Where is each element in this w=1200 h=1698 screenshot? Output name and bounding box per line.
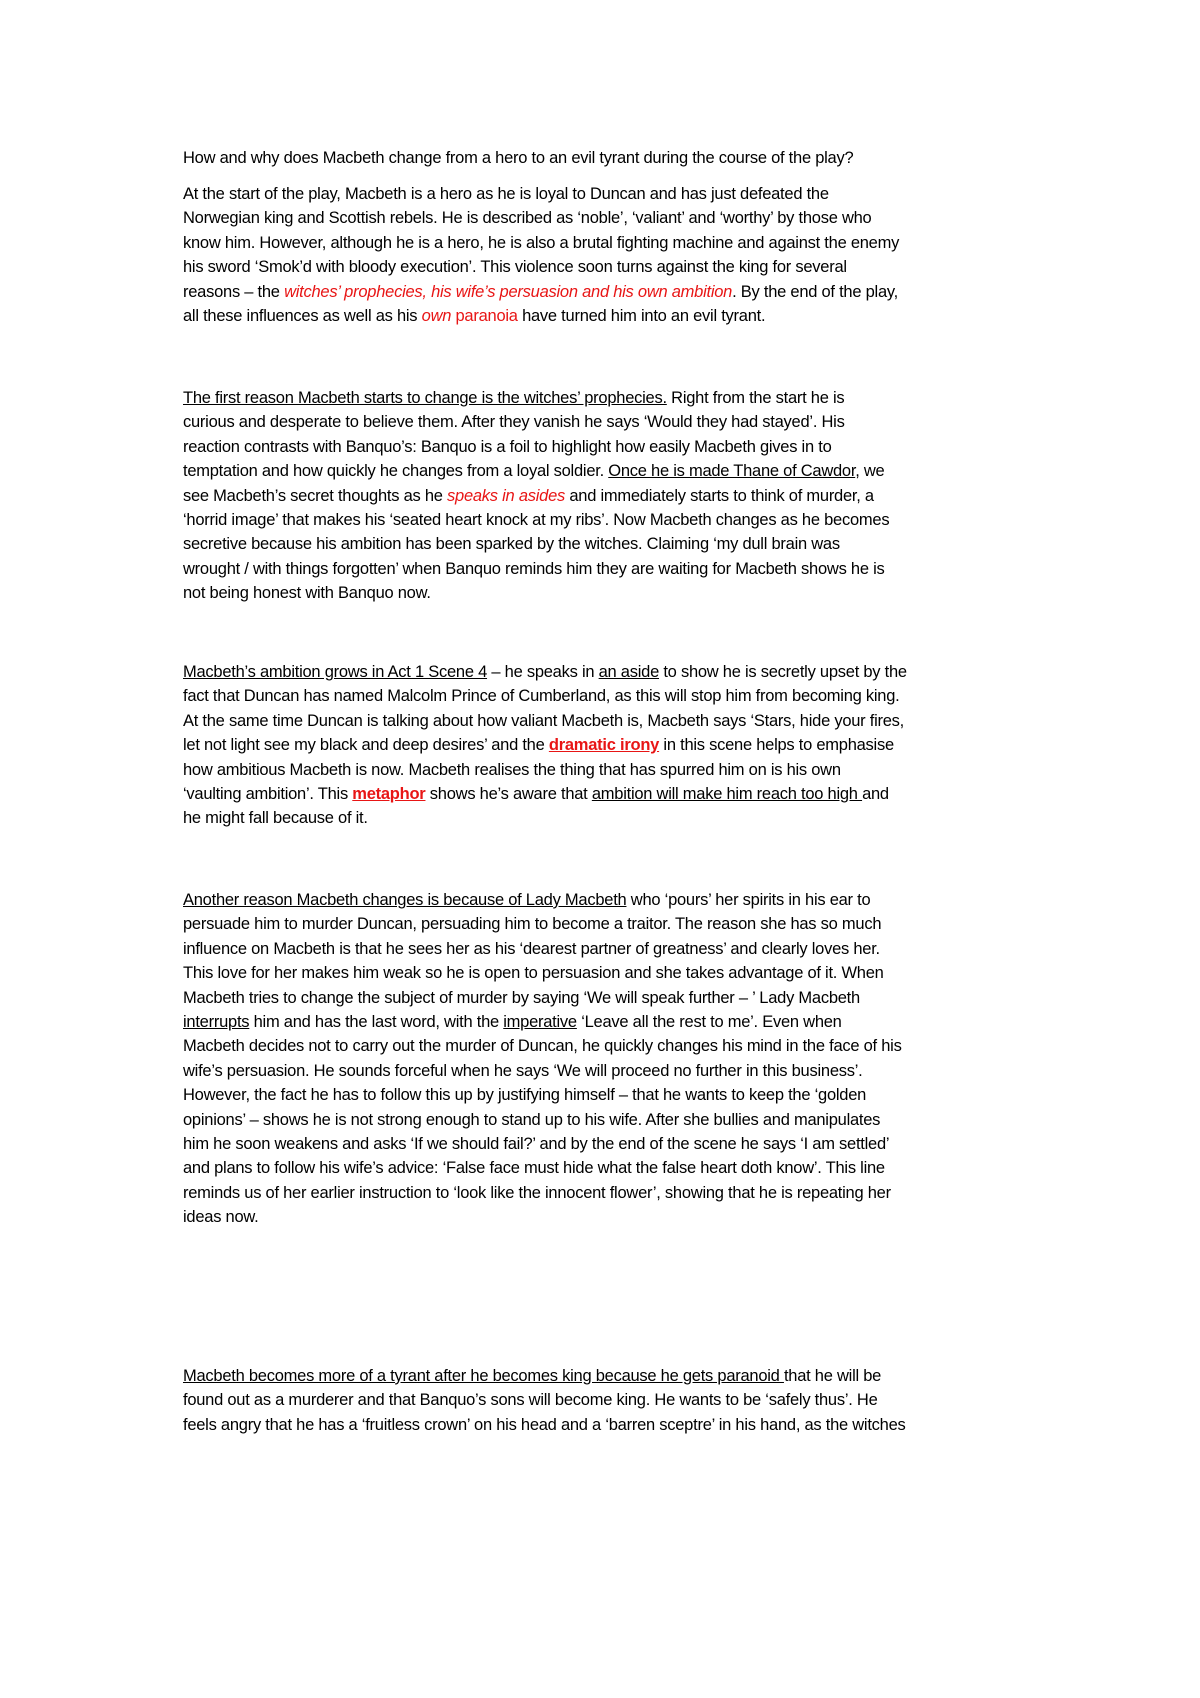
text-line xyxy=(183,182,1031,206)
text-line xyxy=(183,459,1031,483)
body-text: and plans to follow his wife’s advice: ‘False face must hide what the false heart doth know’. This line xyxy=(183,1159,885,1178)
body-text: reasons – the xyxy=(183,282,285,301)
emphasis-text: dramatic irony xyxy=(548,736,660,755)
body-text: see Macbeth’s secret thoughts as he xyxy=(183,486,448,505)
essay-question xyxy=(183,146,1031,170)
body-text: ‘horrid image’ that makes his ‘seated heart knock at my ribs’. Now Macbeth changes as he becomes xyxy=(183,511,890,530)
text-line xyxy=(183,1364,1031,1388)
text-line xyxy=(183,484,1031,508)
emphasis-text: metaphor xyxy=(352,785,426,804)
body-text: to show he is secretly upset by the xyxy=(659,663,907,681)
emphasis-text: paranoia xyxy=(455,307,518,326)
text-line xyxy=(183,410,1031,434)
body-text: ‘Leave all the rest to me’. Even when xyxy=(576,1013,842,1032)
body-text: curious and desperate to believe them. After they vanish he says ‘Would they had stayed’. His xyxy=(183,413,845,432)
paragraph-introduction xyxy=(183,182,1031,328)
emphasis-text: an aside xyxy=(598,663,660,681)
emphasis-text: ambition will make him reach too high xyxy=(591,785,863,804)
body-text: , we xyxy=(855,462,885,481)
body-text: have turned him into an evil tyrant. xyxy=(517,307,766,326)
text-line xyxy=(183,684,1031,708)
emphasis-text: speaks in asides xyxy=(447,486,566,505)
text-line xyxy=(183,280,1031,304)
text-line xyxy=(183,806,1031,830)
emphasis-text: Another reason Macbeth changes is because of Lady Macbeth xyxy=(183,891,627,909)
body-text: he might fall because of it. xyxy=(183,809,368,828)
text-line xyxy=(183,1181,1031,1205)
body-text: fact that Duncan has named Malcolm Prince of Cumberland, as this will stop him from becoming king. xyxy=(183,687,900,706)
text-line xyxy=(183,1388,1031,1412)
text-line xyxy=(183,1132,1031,1156)
essay-question-text: How and why does Macbeth change from a hero to an evil tyrant during the course of the play? xyxy=(183,149,854,167)
text-line xyxy=(183,1108,1031,1132)
emphasis-text: Once he is made Thane of Cawdor xyxy=(608,462,856,481)
emphasis-text: interrupts xyxy=(183,1013,250,1032)
body-text: . By the end of the play, xyxy=(732,282,898,301)
text-line xyxy=(183,1034,1031,1058)
text-line xyxy=(183,660,1031,684)
body-text: However, the fact he has to follow this up by justifying himself – that he wants to keep the ‘golden xyxy=(183,1086,867,1105)
emphasis-text: Macbeth’s ambition grows in Act 1 Scene 4 xyxy=(183,663,488,681)
body-text: know him. However, although he is a hero, he is also a brutal fighting machine and against the enemy xyxy=(183,233,900,252)
body-text: ‘vaulting ambition’. This xyxy=(183,785,353,804)
text-line xyxy=(183,986,1031,1010)
body-text: in this scene helps to emphasise xyxy=(659,736,894,755)
body-text: all these influences as well as his xyxy=(183,307,422,326)
text-line xyxy=(183,758,1031,782)
body-text: Macbeth tries to change the subject of murder by saying ‘We will speak further – ’ Lady Macbeth xyxy=(183,988,860,1007)
emphasis-text: The first reason Macbeth starts to change is the witches’ prophecies. xyxy=(183,389,667,407)
text-line xyxy=(183,557,1031,581)
body-text: reminds us of her earlier instruction to ‘look like the innocent flower’, showing that he is repeating her xyxy=(183,1183,891,1202)
text-line xyxy=(183,782,1031,806)
body-text: and xyxy=(862,785,889,804)
body-text: – he speaks in xyxy=(487,663,599,681)
body-text: influence on Macbeth is that he sees her as his ‘dearest partner of greatness’ and clearly loves her. xyxy=(183,939,880,958)
body-text: Macbeth decides not to carry out the murder of Duncan, he quickly changes his mind in the face of his xyxy=(183,1037,902,1056)
text-line xyxy=(183,888,1031,912)
text-line xyxy=(183,435,1031,459)
body-text: persuade him to murder Duncan, persuading him to become a traitor. The reason she has so much xyxy=(183,915,882,934)
text-line xyxy=(183,937,1031,961)
text-line xyxy=(183,231,1031,255)
text-line xyxy=(183,1059,1031,1083)
emphasis-text: Macbeth becomes more of a tyrant after he becomes king because he gets paranoid xyxy=(183,1367,784,1385)
body-text: let not light see my black and deep desires’ and the xyxy=(183,736,549,755)
body-text: wrought / with things forgotten’ when Banquo reminds him they are waiting for Macbeth shows he is xyxy=(183,559,885,578)
body-text: shows he’s aware that xyxy=(425,785,592,804)
paragraph-tyrant-paranoia xyxy=(183,1364,1031,1437)
text-line xyxy=(183,733,1031,757)
text-line xyxy=(183,1156,1031,1180)
body-text: not being honest with Banquo now. xyxy=(183,584,431,603)
body-text: his sword ‘Smok’d with bloody execution’. This violence soon turns against the king for several xyxy=(183,258,847,277)
text-line xyxy=(183,386,1031,410)
text-line xyxy=(183,304,1031,328)
text-line xyxy=(183,1010,1031,1034)
text-line xyxy=(183,206,1031,230)
emphasis-text: own xyxy=(421,307,456,326)
text-line xyxy=(183,255,1031,279)
text-line xyxy=(183,532,1031,556)
text-line xyxy=(183,1413,1031,1437)
text-line xyxy=(183,709,1031,733)
text-line xyxy=(183,508,1031,532)
text-line xyxy=(183,1205,1031,1229)
text-line xyxy=(183,1083,1031,1107)
emphasis-text: witches’ prophecies, his wife’s persuasion and his own ambition xyxy=(284,282,733,301)
body-text: secretive because his ambition has been sparked by the witches. Claiming ‘my dull brain was xyxy=(183,535,840,554)
body-text: At the same time Duncan is talking about how valiant Macbeth is, Macbeth says ‘Stars, hide your fires, xyxy=(183,711,905,730)
paragraph-lady-macbeth xyxy=(183,888,1031,1230)
body-text: At the start of the play, Macbeth is a hero as he is loyal to Duncan and has just defeated the xyxy=(183,185,829,203)
body-text: and immediately starts to think of murder, a xyxy=(565,486,874,505)
body-text: that he will be xyxy=(783,1367,882,1385)
body-text: reaction contrasts with Banquo’s: Banquo is a foil to highlight how easily Macbeth gives in to xyxy=(183,437,832,456)
body-text: wife’s persuasion. He sounds forceful when he says ‘We will proceed no further in this business’. xyxy=(183,1061,863,1080)
paragraph-ambition-act1-scene4 xyxy=(183,660,1031,831)
body-text: ideas now. xyxy=(183,1208,259,1227)
emphasis-text: imperative xyxy=(503,1013,577,1032)
body-text: found out as a murderer and that Banquo’s sons will become king. He wants to be ‘safely thus’. He xyxy=(183,1391,878,1410)
text-line xyxy=(183,961,1031,985)
body-text: him he soon weakens and asks ‘If we should fail?’ and by the end of the scene he says ‘I am settled’ xyxy=(183,1135,890,1154)
paragraph-witches-prophecies xyxy=(183,386,1031,606)
body-text: temptation and how quickly he changes from a loyal soldier. xyxy=(183,462,609,481)
body-text: Right from the start he is xyxy=(666,389,845,407)
body-text: how ambitious Macbeth is now. Macbeth realises the thing that has spurred him on is his own xyxy=(183,760,841,779)
text-line xyxy=(183,912,1031,936)
body-text: Norwegian king and Scottish rebels. He is described as ‘noble’, ‘valiant’ and ‘worthy’ by those who xyxy=(183,209,872,228)
body-text: feels angry that he has a ‘fruitless crown’ on his head and a ‘barren sceptre’ in his hand, as the witches xyxy=(183,1415,906,1434)
body-text: opinions’ – shows he is not strong enough to stand up to his wife. After she bullies and manipulates xyxy=(183,1110,881,1129)
body-text: him and has the last word, with the xyxy=(249,1013,504,1032)
body-text: This love for her makes him weak so he is open to persuasion and she takes advantage of it. When xyxy=(183,964,884,983)
body-text: who ‘pours’ her spirits in his ear to xyxy=(626,891,871,909)
text-line xyxy=(183,581,1031,605)
